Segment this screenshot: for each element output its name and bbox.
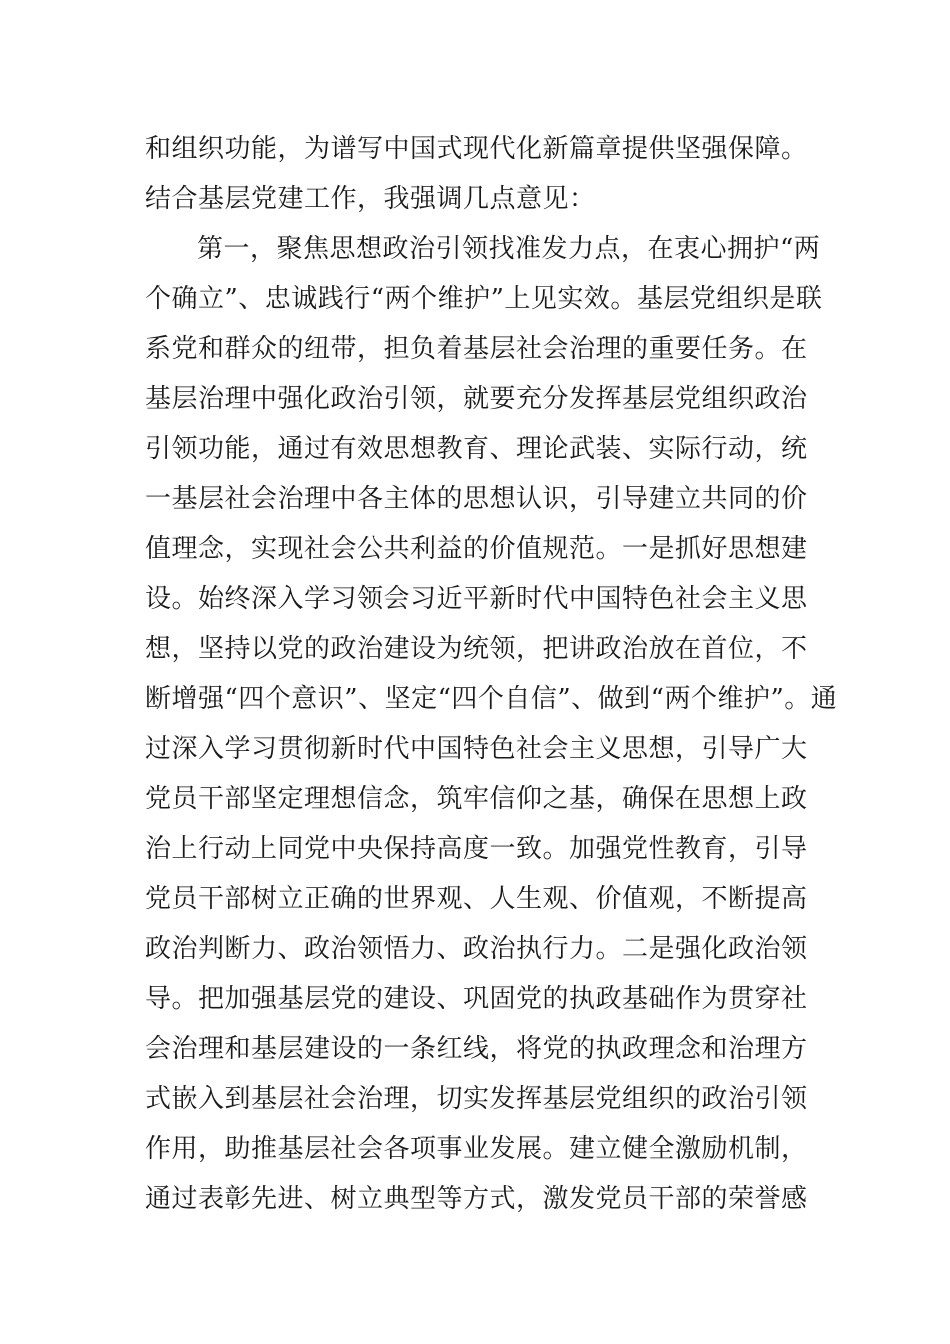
text-line: 会治理和基层建设的一条红线，将党的执政理念和治理方 [145, 1034, 808, 1064]
text-line: 断增强“四个意识”、坚定“四个自信”、做到“两个维护”。通 [145, 684, 838, 714]
text-line: 想，坚持以党的政治建设为统领，把讲政治放在首位，不 [145, 634, 808, 664]
paragraph-first-line: 第一，聚焦思想政治引领找准发力点，在衷心拥护“两 [197, 234, 821, 264]
text-line: 通过表彰先进、树立典型等方式，激发党员干部的荣誉感 [145, 1184, 808, 1214]
text-line: 党员干部树立正确的世界观、人生观、价值观，不断提高 [145, 884, 808, 914]
text-line: 一基层社会治理中各主体的思想认识，引导建立共同的价 [145, 484, 808, 514]
text-line: 系党和群众的纽带，担负着基层社会治理的重要任务。在 [145, 334, 808, 364]
text-line: 党员干部坚定理想信念，筑牢信仰之基，确保在思想上政 [145, 784, 808, 814]
text-line: 作用，助推基层社会各项事业发展。建立健全激励机制， [145, 1134, 808, 1164]
text-line: 导。把加强基层党的建设、巩固党的执政基础作为贯穿社 [145, 984, 808, 1014]
text-line: 基层治理中强化政治引领，就要充分发挥基层党组织政治 [145, 384, 808, 414]
text-line: 政治判断力、政治领悟力、政治执行力。二是强化政治领 [145, 934, 808, 964]
text-line: 治上行动上同党中央保持高度一致。加强党性教育，引导 [145, 834, 808, 864]
text-line: 引领功能，通过有效思想教育、理论武装、实际行动，统 [145, 434, 808, 464]
text-line: 设。始终深入学习领会习近平新时代中国特色社会主义思 [145, 584, 808, 614]
text-line: 式嵌入到基层社会治理，切实发挥基层党组织的政治引领 [145, 1084, 808, 1114]
text-line: 结合基层党建工作，我强调几点意见： [145, 184, 596, 214]
text-line: 过深入学习贯彻新时代中国特色社会主义思想，引导广大 [145, 734, 808, 764]
text-line: 值理念，实现社会公共利益的价值规范。一是抓好思想建 [145, 534, 808, 564]
text-line: 个确立”、忠诚践行“两个维护”上见实效。基层党组织是联 [145, 284, 823, 314]
text-line: 和组织功能，为谱写中国式现代化新篇章提供坚强保障。 [145, 134, 808, 164]
